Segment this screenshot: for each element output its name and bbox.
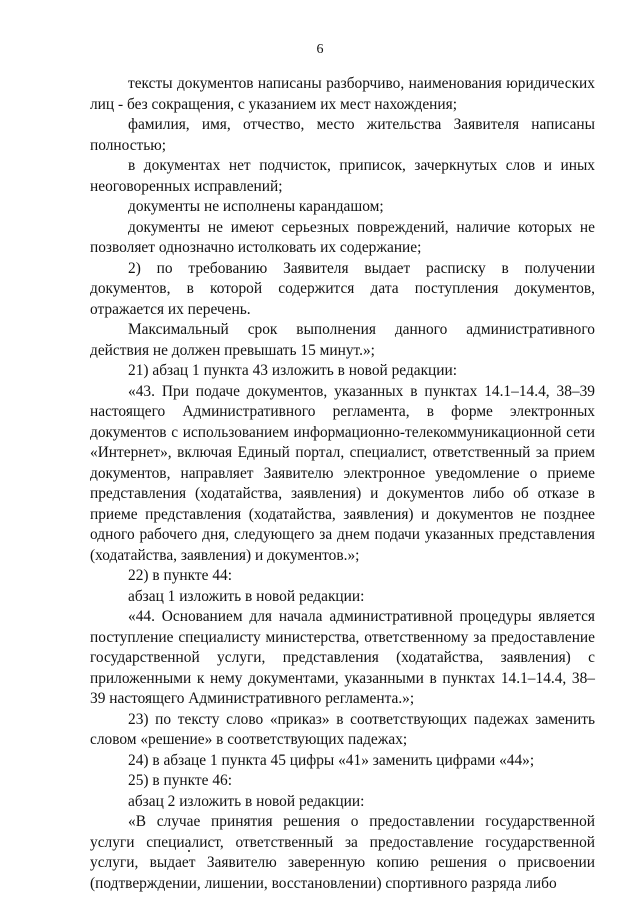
paragraph: абзац 1 изложить в новой редакции: bbox=[128, 587, 365, 605]
paragraph: документы не имеют серьезных повреждений, наличие которых не позволяет однозначно истолковать их содержание; bbox=[90, 218, 595, 256]
paragraph: 25) в пункте 46: bbox=[128, 772, 232, 789]
paragraph: 2) по требованию Заявителя выдает расписку в получении документов, в которой содержится дата поступления документов, отражается их перечень. bbox=[90, 259, 595, 318]
paragraph: 24) в абзаце 1 пункта 45 цифры «41» заменить цифрами «44»; bbox=[128, 751, 535, 769]
paragraph: 22) в пункте 44: bbox=[128, 567, 232, 584]
paragraph: тексты документов написаны разборчиво, наименования юридических лиц - без сокращения, с указанием их мест нахождения; bbox=[90, 75, 595, 113]
paragraph: «В случае принятия решения о предоставлении государственной услуги специалист, ответственный за предоставление государственной услуги, выдает Заявителю заверенную копию решения о присвоении (подтверждении, лишении, восстановлении) спортивного разряда либо bbox=[90, 813, 595, 892]
paragraph: абзац 2 изложить в новой редакции: bbox=[128, 792, 365, 810]
paragraph: фамилия, имя, отчество, место жительства Заявителя написаны полностью; bbox=[90, 116, 595, 154]
paragraph: 23) по тексту слово «приказ» в соответствующих падежах заменить словом «решение» в соответствующих падежах; bbox=[90, 710, 595, 748]
paragraph: Максимальный срок выполнения данного административного действия не должен превышать 15 минут.»; bbox=[90, 321, 595, 359]
paragraph: в документах нет подчисток, приписок, зачеркнутых слов и иных неоговоренных исправлений; bbox=[90, 157, 595, 195]
paragraph: «44. Основанием для начала административной процедуры является поступление специалисту министерства, ответственному за предоставление государственной услуги, представления (ходатайства, заявления) с приложенными к нему документами, указанными в пунктах 14.1–14.4, 38–39 настоящего Административного регламента.»; bbox=[90, 608, 595, 707]
paragraph: «43. При подаче документов, указанных в пунктах 14.1–14.4, 38–39 настоящего Административного регламента, в форме электронных документов с использованием информационно-телекоммуникационной сети «Интернет», включая Единый портал, специалист, ответственный за прием документов, направляет Заявителю электронное уведомление о приеме представления (ходатайства, заявления) и документов либо об отказе в приеме представления (ходатайства, заявления) и документов не позднее одного рабочего дня, следующего за днем подачи указанных представления (ходатайства, заявления) и документов.»; bbox=[90, 382, 595, 564]
paragraph: документы не исполнены карандашом; bbox=[128, 198, 384, 215]
body-text bbox=[90, 74, 595, 894]
scan-dot bbox=[188, 850, 190, 852]
page-number: 6 bbox=[316, 42, 324, 57]
paragraph: 21) абзац 1 пункта 43 изложить в новой редакции: bbox=[128, 362, 458, 379]
